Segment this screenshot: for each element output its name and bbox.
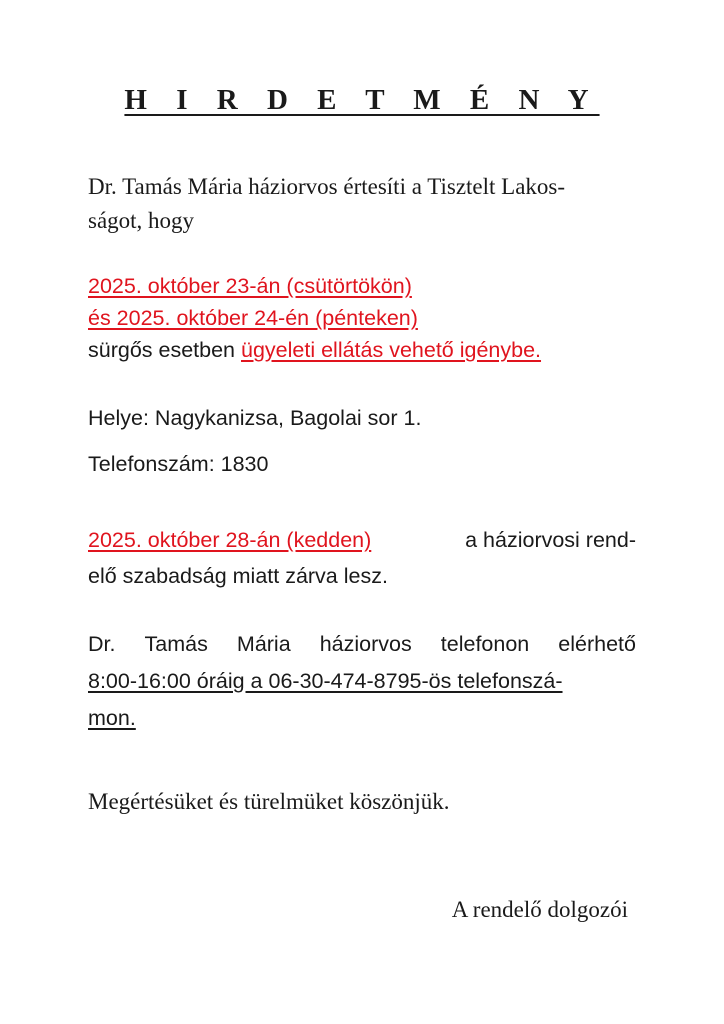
signature-text: A rendelő dolgozói — [451, 897, 628, 922]
date-line-1: 2025. október 23-án (csütörtökön) — [88, 274, 412, 298]
date-line-2: és 2025. október 24-én (pénteken) — [88, 306, 418, 330]
closure-paragraph — [88, 522, 636, 594]
intro-line-2: ságot, hogy — [88, 208, 195, 233]
on-call-service-text: ügyeleti ellátás vehető igénybe. — [241, 338, 542, 362]
intro-line-1: Dr. Tamás Mária háziorvos értesíti a Tisztelt Lakos- — [88, 174, 566, 199]
availability-line-1 — [88, 626, 636, 663]
word: Tamás — [144, 632, 208, 656]
word: telefonon — [440, 632, 530, 656]
word: elérhető — [558, 632, 636, 656]
availability-paragraph — [88, 626, 636, 737]
phone-number-text: Telefonszám: 1830 — [88, 452, 269, 476]
location-text: Helye: Nagykanizsa, Bagolai sor 1. — [88, 406, 422, 430]
date-line-3-text: sürgős esetben — [88, 338, 241, 362]
word: háziorvos — [319, 632, 412, 656]
thanks-text: Megértésüket és türelmüket köszönjük. — [88, 789, 450, 814]
closure-text-2: elő szabadság miatt zárva lesz. — [88, 564, 388, 588]
availability-line-2: 8:00-16:00 óráig a 06-30-474-8795-ös telefonszá- — [88, 669, 563, 693]
word: Mária — [236, 632, 291, 656]
availability-line-3: mon. — [88, 706, 136, 730]
closure-date: 2025. október 28-án (kedden) — [88, 528, 372, 552]
notice-title: H I R D E T M É N Y — [124, 84, 600, 116]
word: Dr. — [88, 632, 116, 656]
intro-paragraph — [88, 170, 636, 238]
on-call-dates — [88, 270, 636, 366]
closure-text-1: a háziorvosi rend- — [465, 528, 636, 552]
